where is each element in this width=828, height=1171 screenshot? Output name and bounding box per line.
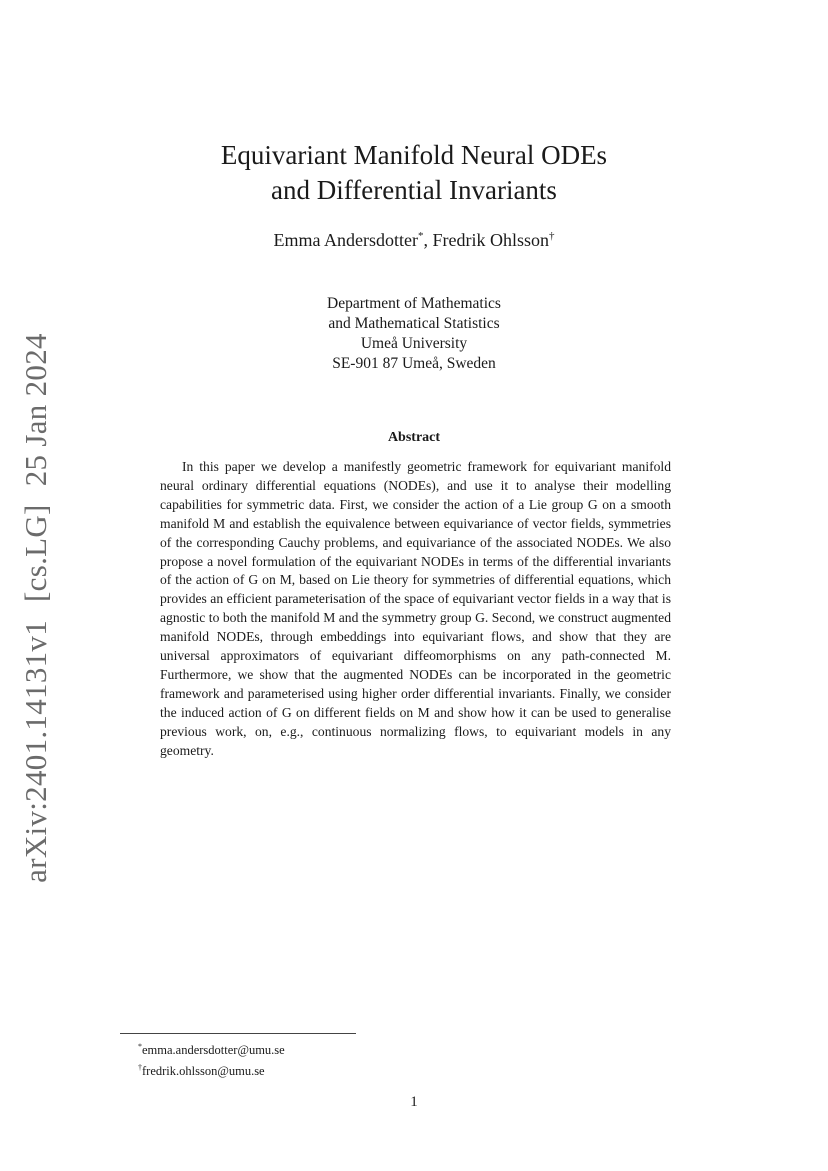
affiliation-block — [0, 294, 828, 374]
affiliation-line-2: and Mathematical Statistics — [328, 315, 500, 332]
footnote-2 — [138, 1059, 285, 1080]
arxiv-date: 25 Jan 2024 — [18, 333, 53, 487]
author-1-footnote-mark: * — [417, 230, 424, 242]
arxiv-identifier-stamp — [18, 333, 54, 883]
abstract-heading: Abstract — [387, 430, 441, 445]
arxiv-id: arXiv:2401.14131v1 — [18, 619, 53, 883]
author-list — [0, 230, 828, 251]
abstract-text: In this paper we develop a manifestly geometric framework for equivariant manifold neural ordinary differential equations (NODEs), and use it to analyse their modelling capabilities for symmetric data. First, we consider the action of a Lie group G on a smooth manifold M and establish the equivalence between equivariance of vector fields, symmetries of the corresponding Cauchy problems, and equivariance of the associated NODEs. We also propose a novel formulation of the equivariant NODEs in terms of the differential invariants of the action of G on M, based on Lie theory for symmetries of differential equations, which provides an efficient parameterisation of the space of equivariant vector fields in a way that is agnostic to both the manifold M and the symmetry group G. Second, we construct augmented manifold NODEs, through embeddings into equivariant flows, and show that they are universal approximators of equivariant diffeomorphisms on any path-connected M. Furthermore, we show that the augmented NODEs can be incorporated in the geometric framework and parameterised using higher order differential invariants. Finally, we consider the induced action of G on different fields on M and show how it can be used to generalise previous work, on, e.g., continuous normalizing flows, to equivariant models in any geometry. — [160, 459, 671, 758]
footnote-divider — [120, 1033, 356, 1034]
footnote-1-mark: * — [138, 1042, 142, 1051]
author-2-footnote-mark: † — [548, 230, 555, 242]
footnote-1-email: emma.andersdotter@umu.se — [142, 1043, 285, 1057]
affiliation-line-3: Umeå University — [360, 335, 468, 352]
author-separator: , — [423, 230, 428, 250]
page-number: 1 — [410, 1094, 418, 1110]
affiliation-line-4: SE-901 87 Umeå, Sweden — [332, 355, 496, 372]
title-line-1: Equivariant Manifold Neural ODEs — [220, 140, 608, 170]
affiliation-line-1: Department of Mathematics — [327, 295, 501, 312]
footnotes — [138, 1038, 285, 1080]
footnote-1 — [138, 1038, 285, 1059]
arxiv-category: [cs.LG] — [18, 504, 53, 602]
footnote-2-email: fredrik.ohlsson@umu.se — [142, 1064, 265, 1078]
title-line-2: and Differential Invariants — [271, 175, 557, 205]
author-1: Emma Andersdotter — [273, 230, 418, 250]
author-2: Fredrik Ohlsson — [432, 230, 549, 250]
paper-title — [0, 138, 828, 208]
footnote-2-mark: † — [138, 1063, 142, 1072]
